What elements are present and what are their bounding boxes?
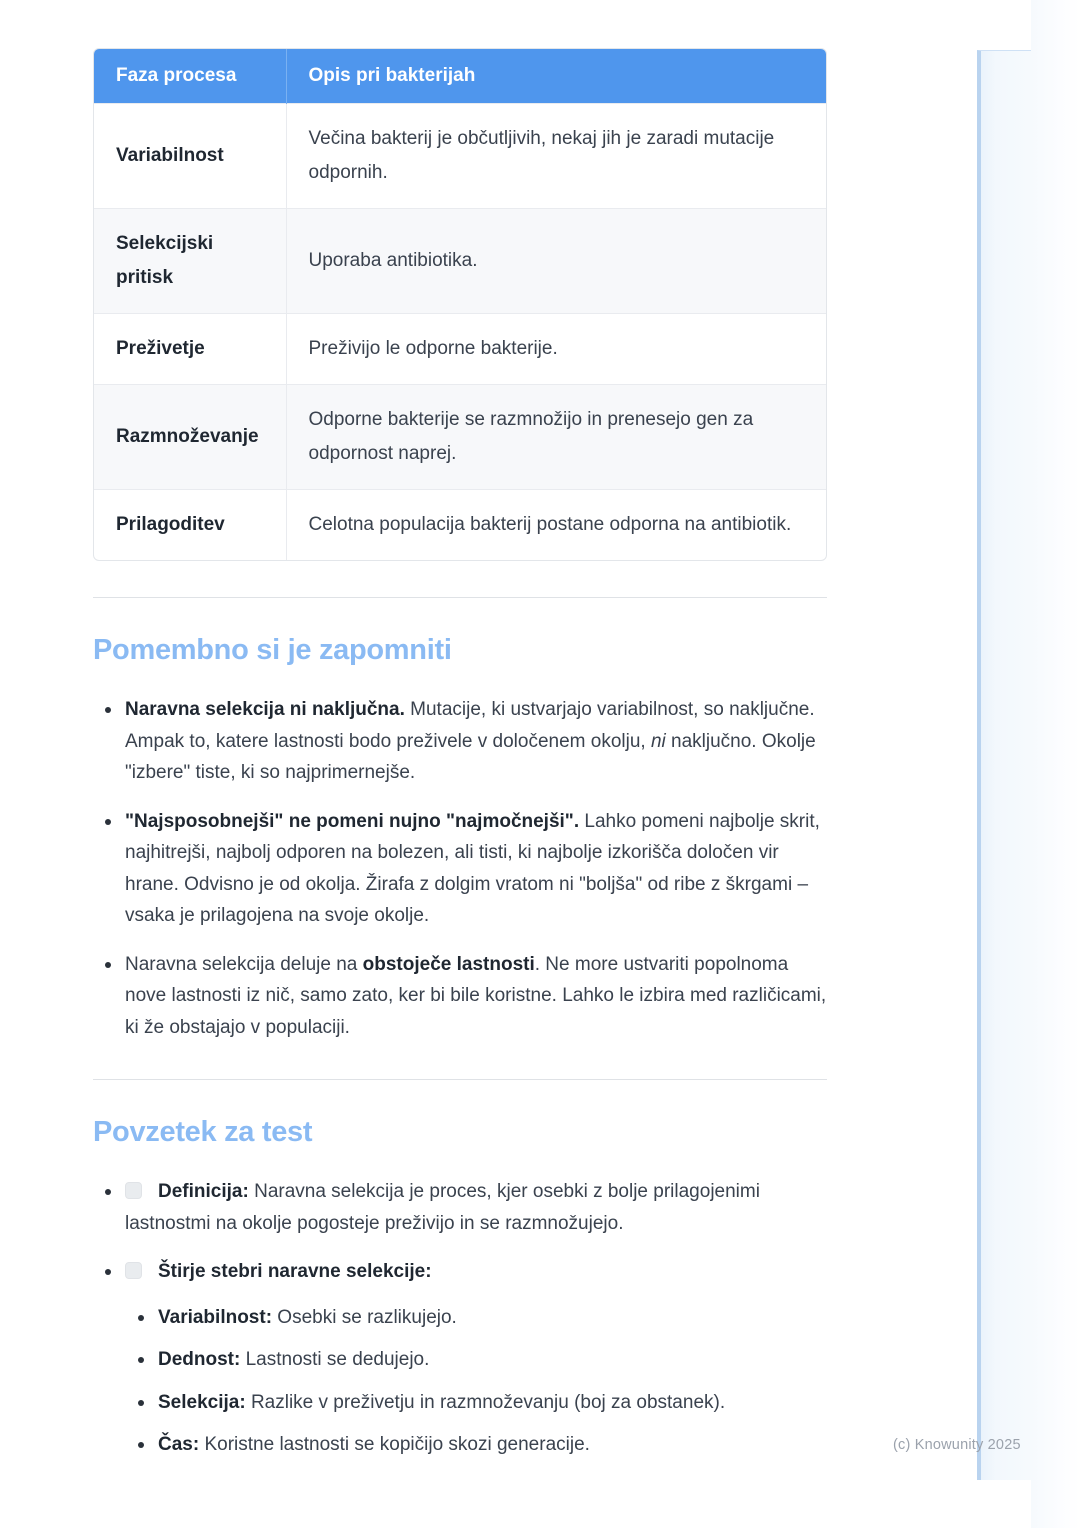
list-item xyxy=(93,1256,827,1472)
summary-list xyxy=(93,1176,827,1472)
pillars-list xyxy=(125,1302,827,1461)
list-item xyxy=(125,1302,827,1334)
phase-cell: Variabilnost xyxy=(94,104,286,209)
italic-text: ni xyxy=(650,730,666,752)
table-row-variabilnost xyxy=(94,104,826,209)
table-row-prilagoditev xyxy=(94,490,826,561)
phase-cell: Prilagoditev xyxy=(94,490,286,561)
list-item xyxy=(125,1429,827,1461)
bold-label: Dednost: xyxy=(158,1349,241,1370)
description-cell: Večina bakterij je občutljivih, nekaj jih je zaradi mutacije odpornih. xyxy=(286,104,826,209)
bold-label: Čas: xyxy=(158,1434,200,1455)
table-row-razmnozevanje xyxy=(94,385,826,490)
bold-label: Selekcija: xyxy=(158,1391,246,1413)
description-cell: Celotna populacija bakterij postane odporna na antibiotik. xyxy=(286,490,826,561)
description-cell: Preživijo le odporne bakterije. xyxy=(286,314,826,385)
section-divider xyxy=(93,1079,827,1080)
table-row-selekcijski-pritisk xyxy=(94,209,826,314)
document-content xyxy=(93,48,827,1489)
bold-text: Naravna selekcija ni naključna. xyxy=(125,699,405,720)
list-item-text xyxy=(125,694,827,789)
phase-cell: Preživetje xyxy=(94,314,286,385)
list-item xyxy=(93,1176,827,1239)
phase-cell: Selekcijski pritisk xyxy=(94,209,286,314)
list-item xyxy=(125,1344,827,1376)
next-page-edge xyxy=(977,50,1031,1480)
bullet-dot xyxy=(138,1400,144,1406)
list-item-text xyxy=(158,1387,827,1419)
list-item-text xyxy=(125,1176,827,1239)
bullet-dot xyxy=(105,1189,111,1195)
list-item-text xyxy=(125,806,827,932)
regular-text: Lastnosti se dedujejo. xyxy=(240,1349,430,1370)
regular-text: Naravna selekcija deluje na xyxy=(125,953,363,975)
checkbox[interactable] xyxy=(125,1182,142,1199)
regular-text: naključno. Okolje "izbere" tiste, ki so najprimernejše. xyxy=(125,730,816,783)
table-header-description: Opis pri bakterijah xyxy=(286,49,826,104)
bold-label: Variabilnost: xyxy=(158,1306,273,1328)
table-header-phase: Faza procesa xyxy=(94,49,286,104)
bold-label: Štirje stebri naravne selekcije: xyxy=(158,1261,432,1282)
description-cell: Uporaba antibiotika. xyxy=(286,209,826,314)
bullet-dot xyxy=(138,1357,144,1363)
list-item-text xyxy=(158,1302,827,1334)
description-cell: Odporne bakterije se razmnožijo in prenesejo gen za odpornost naprej. xyxy=(286,385,826,490)
viewer-background-right xyxy=(1031,0,1080,1528)
section-divider xyxy=(93,597,827,598)
bold-text: obstoječe lastnosti xyxy=(362,953,535,975)
regular-text: Osebki se razlikujejo. xyxy=(272,1306,457,1328)
section-heading-summary: Povzetek za test xyxy=(93,1116,313,1148)
list-item xyxy=(93,694,827,789)
bullet-dot xyxy=(105,1269,111,1275)
list-item-text xyxy=(158,1344,827,1376)
bullet-dot xyxy=(105,819,111,825)
bullet-dot xyxy=(105,707,111,713)
list-item xyxy=(93,806,827,932)
regular-text: Lahko pomeni najbolje skrit, najhitrejši, najbolj odporen na bolezen, ali tisti, ki najbolje izkorišča določen vir hrane. Odvisno je od okolja. Žirafa z dolgim vratom ni "boljša" od ribe z škrgami – vsaka je prilagojena na svoje okolje. xyxy=(125,810,820,926)
list-item-text xyxy=(125,949,827,1044)
process-table xyxy=(94,49,826,560)
bullet-dot xyxy=(138,1315,144,1321)
list-item-text xyxy=(125,1256,827,1472)
list-item-text xyxy=(158,1429,827,1461)
table-row-prezivetje xyxy=(94,314,826,385)
phase-cell: Razmnoževanje xyxy=(94,385,286,490)
process-table-wrapper xyxy=(93,48,827,561)
list-item xyxy=(93,949,827,1044)
bullet-dot xyxy=(105,962,111,968)
regular-text: Mutacije, ki ustvarjajo variabilnost, so naključne. Ampak to, katere lastnosti bodo preživele v določenem okolju, xyxy=(125,699,815,752)
bold-label: Definicija: xyxy=(158,1181,249,1202)
table-header-row xyxy=(94,49,826,104)
section-heading-important: Pomembno si je zapomniti xyxy=(93,634,452,666)
important-list xyxy=(93,694,827,1043)
regular-text: Koristne lastnosti se kopičijo skozi generacije. xyxy=(199,1434,590,1455)
bullet-dot xyxy=(138,1442,144,1448)
regular-text: Razlike v preživetju in razmnoževanju (boj za obstanek). xyxy=(245,1391,726,1413)
checkbox[interactable] xyxy=(125,1262,142,1279)
copyright-watermark: (c) Knowunity 2025 xyxy=(893,1437,1021,1453)
regular-text: Naravna selekcija je proces, kjer osebki z bolje prilagojenimi lastnostmi na okolje pogosteje preživijo in se razmnožujejo. xyxy=(125,1181,760,1234)
regular-text: . Ne more ustvariti popolnoma nove lastnosti iz nič, samo zato, ker bi bile koristne. Lahko le izbira med različicami, ki že obstajajo v populaciji. xyxy=(125,953,827,1038)
bold-text: "Najsposobnejši" ne pomeni nujno "najmočnejši". xyxy=(125,810,580,832)
list-item xyxy=(125,1387,827,1419)
